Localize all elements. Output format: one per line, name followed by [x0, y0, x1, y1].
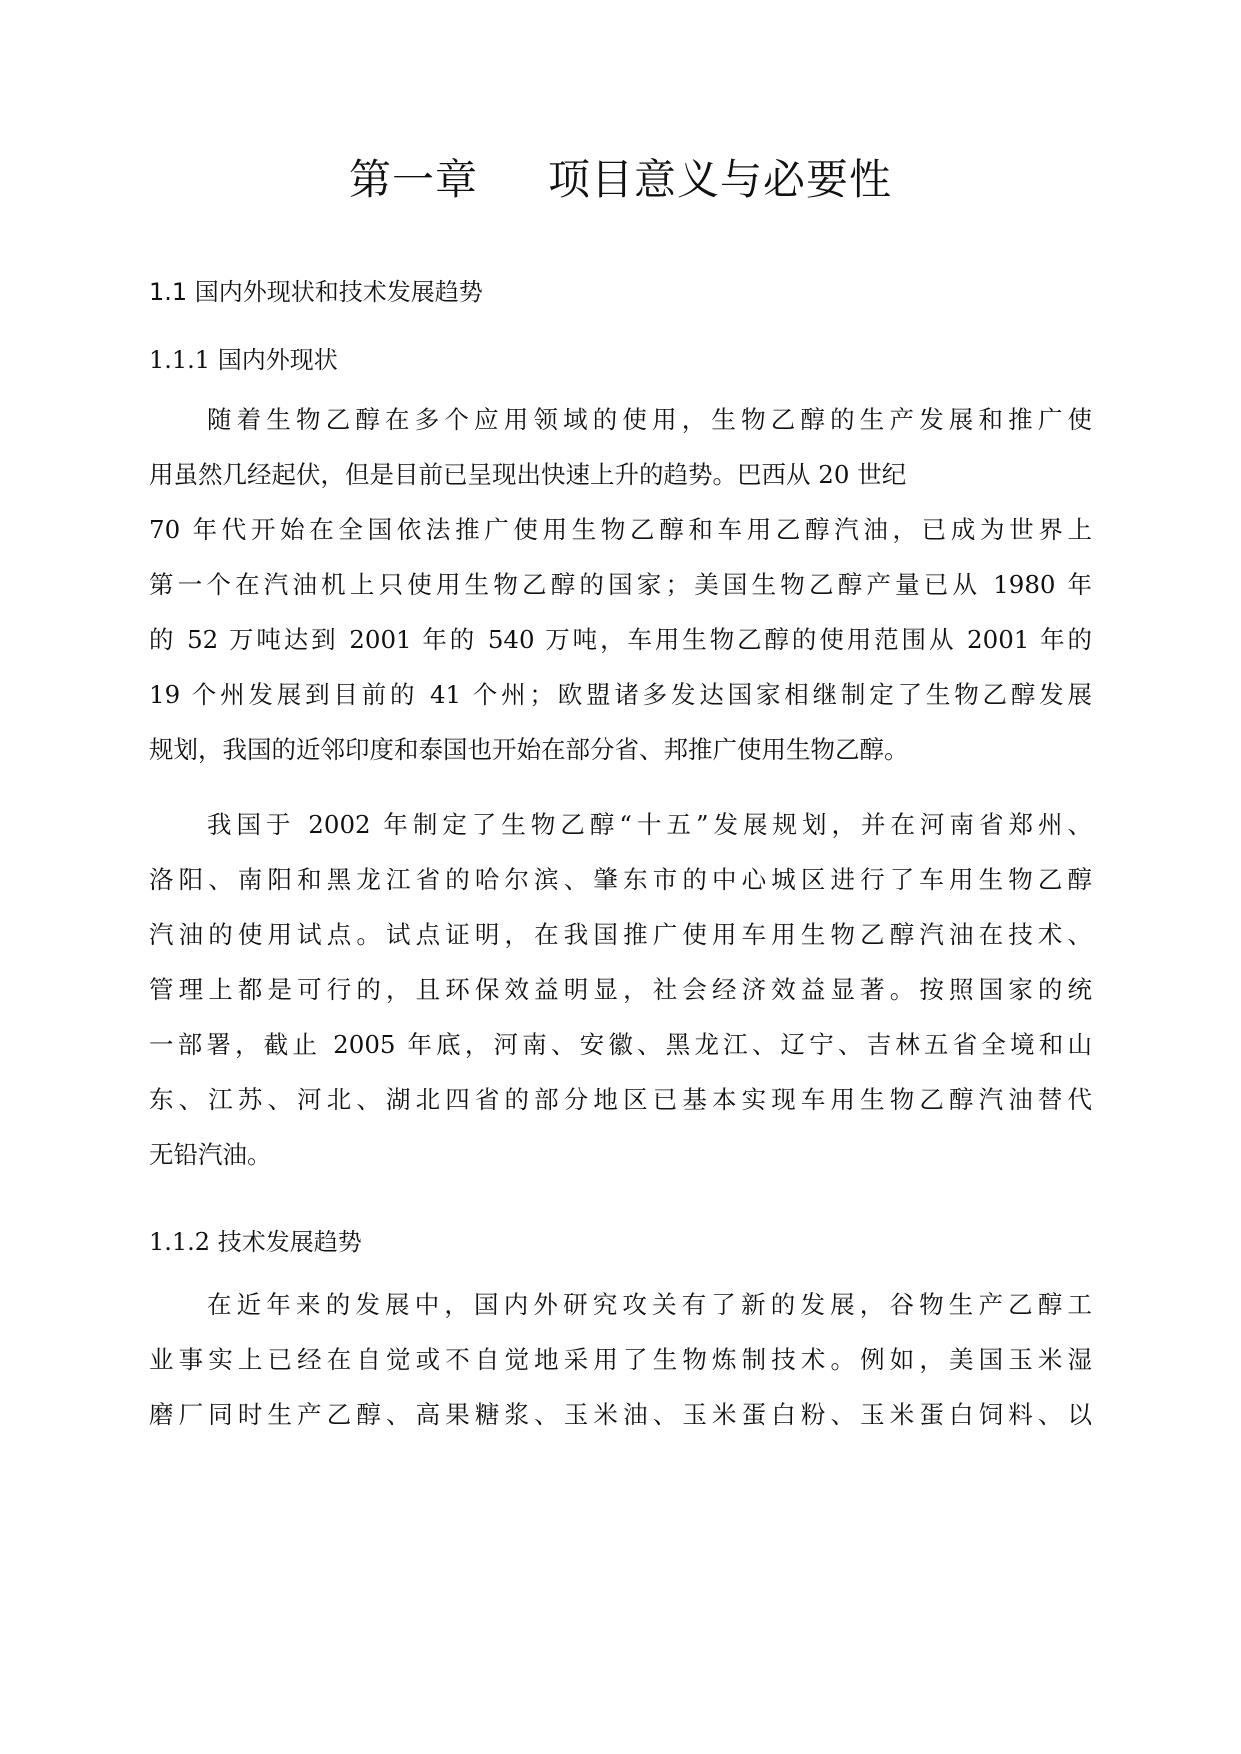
- chapter-title: [0, 150, 1241, 210]
- text-line: 在近年来的发展中，国内外研究攻关有了新的发展，谷物生产乙醇工: [207, 1290, 1092, 1319]
- text-line: 用虽然几经起伏，但是目前已呈现出快速上升的趋势。巴西从 20 世纪: [149, 460, 907, 489]
- paragraph-tech-trend: [149, 1277, 1092, 1442]
- text-line: 业事实上已经在自觉或不自觉地采用了生物炼制技术。例如，美国玉米湿: [149, 1345, 1092, 1374]
- text-line: 70 年代开始在全国依法推广使用生物乙醇和车用乙醇汽油，已成为世界上: [149, 515, 1092, 544]
- section-heading-1-1-1: 1.1.1 国内外现状: [149, 346, 338, 374]
- text-line: 的 52 万吨达到 2001 年的 540 万吨，车用生物乙醇的使用范围从 2001 年的: [149, 625, 1092, 654]
- text-line: 管理上都是可行的，且环保效益明显，社会经济效益显著。按照国家的统: [149, 975, 1092, 1004]
- chapter-number: 第一章: [348, 155, 478, 204]
- text-line: 东、江苏、河北、湖北四省的部分地区已基本实现车用生物乙醇汽油替代: [149, 1085, 1092, 1114]
- text-line: 19 个州发展到目前的 41 个州；欧盟诸多发达国家相继制定了生物乙醇发展: [149, 680, 1092, 709]
- text-line: 洛阳、南阳和黑龙江省的哈尔滨、肇东市的中心城区进行了车用生物乙醇: [149, 865, 1092, 894]
- chapter-name: 项目意义与必要性: [548, 155, 893, 204]
- section-heading-1-1-2: 1.1.2 技术发展趋势: [149, 1228, 362, 1256]
- text-line: 规划，我国的近邻印度和泰国也开始在部分省、邦推广使用生物乙醇。: [149, 735, 909, 764]
- text-line: 磨厂同时生产乙醇、高果糖浆、玉米油、玉米蛋白粉、玉米蛋白饲料、以: [149, 1400, 1092, 1429]
- text-line: 汽油的使用试点。试点证明，在我国推广使用车用生物乙醇汽油在技术、: [149, 920, 1092, 949]
- text-line: 第一个在汽油机上只使用生物乙醇的国家；美国生物乙醇产量已从 1980 年: [149, 570, 1092, 599]
- text-line: 无铅汽油。: [149, 1140, 272, 1169]
- text-line: 一部署，截止 2005 年底，河南、安徽、黑龙江、辽宁、吉林五省全境和山: [149, 1030, 1092, 1059]
- paragraph-china-pilot: [149, 797, 1092, 1182]
- text-line: 我国于 2002 年制定了生物乙醇“十五”发展规划，并在河南省郑州、: [207, 810, 1092, 839]
- paragraph-current-status: [149, 392, 1092, 777]
- text-line: 随着生物乙醇在多个应用领域的使用，生物乙醇的生产发展和推广使: [207, 405, 1092, 434]
- section-heading-1-1: 1.1 国内外现状和技术发展趋势: [149, 278, 483, 306]
